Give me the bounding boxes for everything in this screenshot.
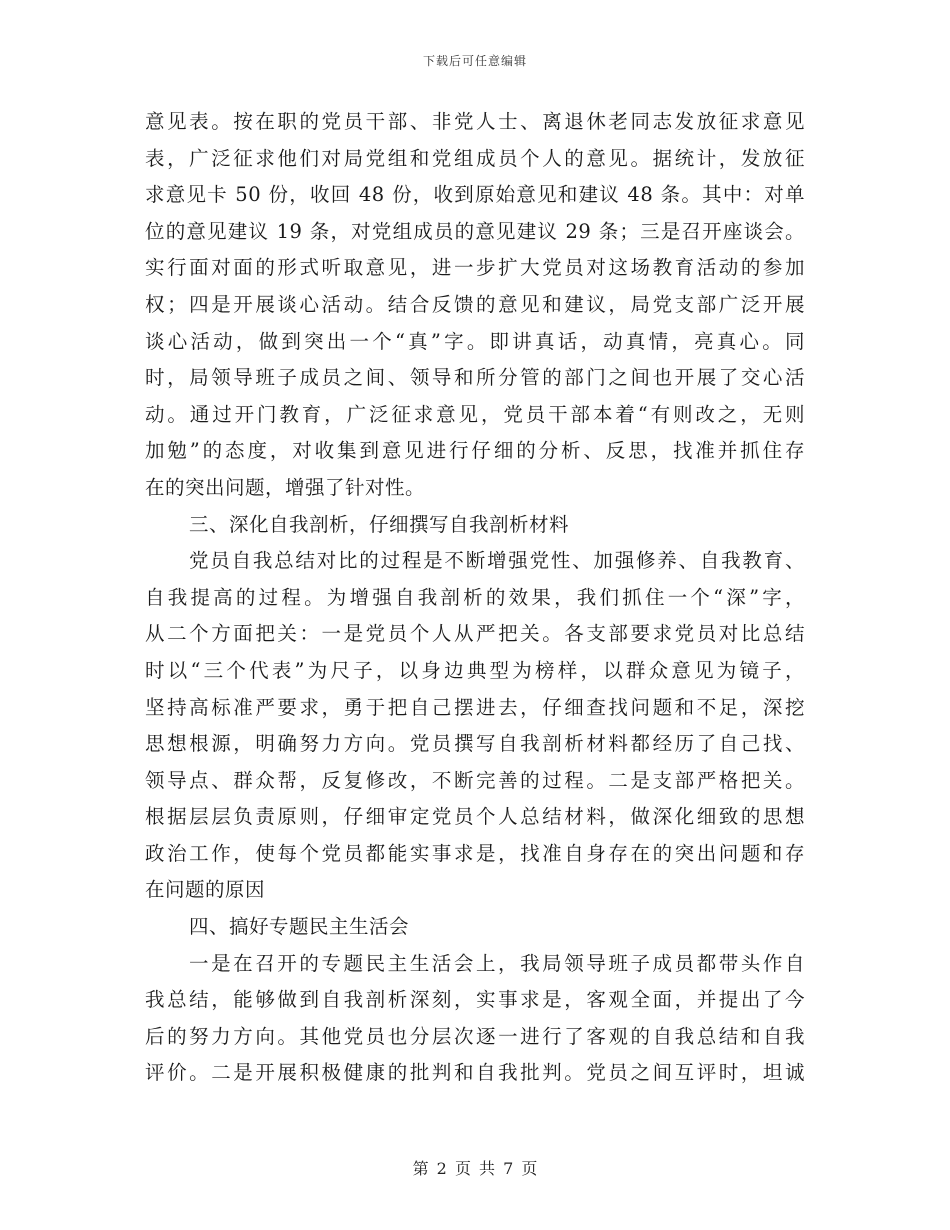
text-line: 思想根源，明确努力方向。党员撰写自我剖析材料都经历了自己找、 [145,732,805,756]
text-line: 评价。二是开展积极健康的批判和自我批判。党员之间互评时，坦诚 [145,1061,805,1085]
text-line: 动。通过开门教育，广泛征求意见，党员干部本着“有则改之，无则 [145,402,805,426]
text-line: 根据层层负责原则，仔细审定党员个人总结材料，做深化细致的思想 [145,805,805,829]
text-line: 从二个方面把关：一是党员个人从严把关。各支部要求党员对比总结 [145,622,805,646]
text-line: 领导点、群众帮，反复修改，不断完善的过程。二是支部严格把关。 [145,768,805,792]
text-line: 时以“三个代表”为尺子，以身边典型为榜样，以群众意见为镜子， [145,658,805,682]
document-body [145,104,805,1092]
text-line: 政治工作，使每个党员都能实事求是，找准自身存在的突出问题和存 [145,841,805,865]
text-line: 实行面对面的形式听取意见，进一步扩大党员对这场教育活动的参加 [145,256,805,280]
text-line: 求意见卡 50 份，收回 48 份，收到原始意见和建议 48 条。其中：对单 [145,183,805,207]
section-heading: 三、深化自我剖析，仔细撰写自我剖析材料 [189,512,570,536]
page-number: 第 2 页 共 7 页 [412,1159,538,1178]
text-line: 权；四是开展谈心活动。结合反馈的意见和建议，局党支部广泛开展 [145,292,805,316]
text-line: 谈心活动，做到突出一个“真”字。即讲真话，动真情，亮真心。同 [145,329,805,353]
text-line: 加勉”的态度，对收集到意见进行仔细的分析、反思，找准并抓住存 [145,439,805,463]
text-line: 表，广泛征求他们对局党组和党组成员个人的意见。据统计，发放征 [145,146,805,170]
page-header: 下载后可任意编辑 [422,54,527,68]
text-line: 位的意见建议 19 条，对党组成员的意见建议 29 条；三是召开座谈会。 [145,219,805,243]
text-line: 我总结，能够做到自我剖析深刻，实事求是，客观全面，并提出了今 [145,988,805,1012]
text-line: 在问题的原因 [145,878,266,902]
text-line: 坚持高标准严要求，勇于把自己摆进去，仔细查找问题和不足，深挖 [145,695,805,719]
text-line: 在的突出问题，增强了针对性。 [145,475,426,499]
text-line: 后的努力方向。其他党员也分层次逐一进行了客观的自我总结和自我 [145,1024,805,1048]
text-line: 自我提高的过程。为增强自我剖析的效果，我们抓住一个“深”字， [145,585,805,609]
text-line: 一是在召开的专题民主生活会上，我局领导班子成员都带头作自 [189,951,805,975]
text-line: 党员自我总结对比的过程是不断增强党性、加强修养、自我教育、 [189,549,805,573]
section-heading: 四、搞好专题民主生活会 [189,915,410,939]
text-line: 意见表。按在职的党员干部、非党人士、离退休老同志发放征求意见 [145,110,805,133]
text-line: 时，局领导班子成员之间、领导和所分管的部门之间也开展了交心活 [145,366,805,390]
